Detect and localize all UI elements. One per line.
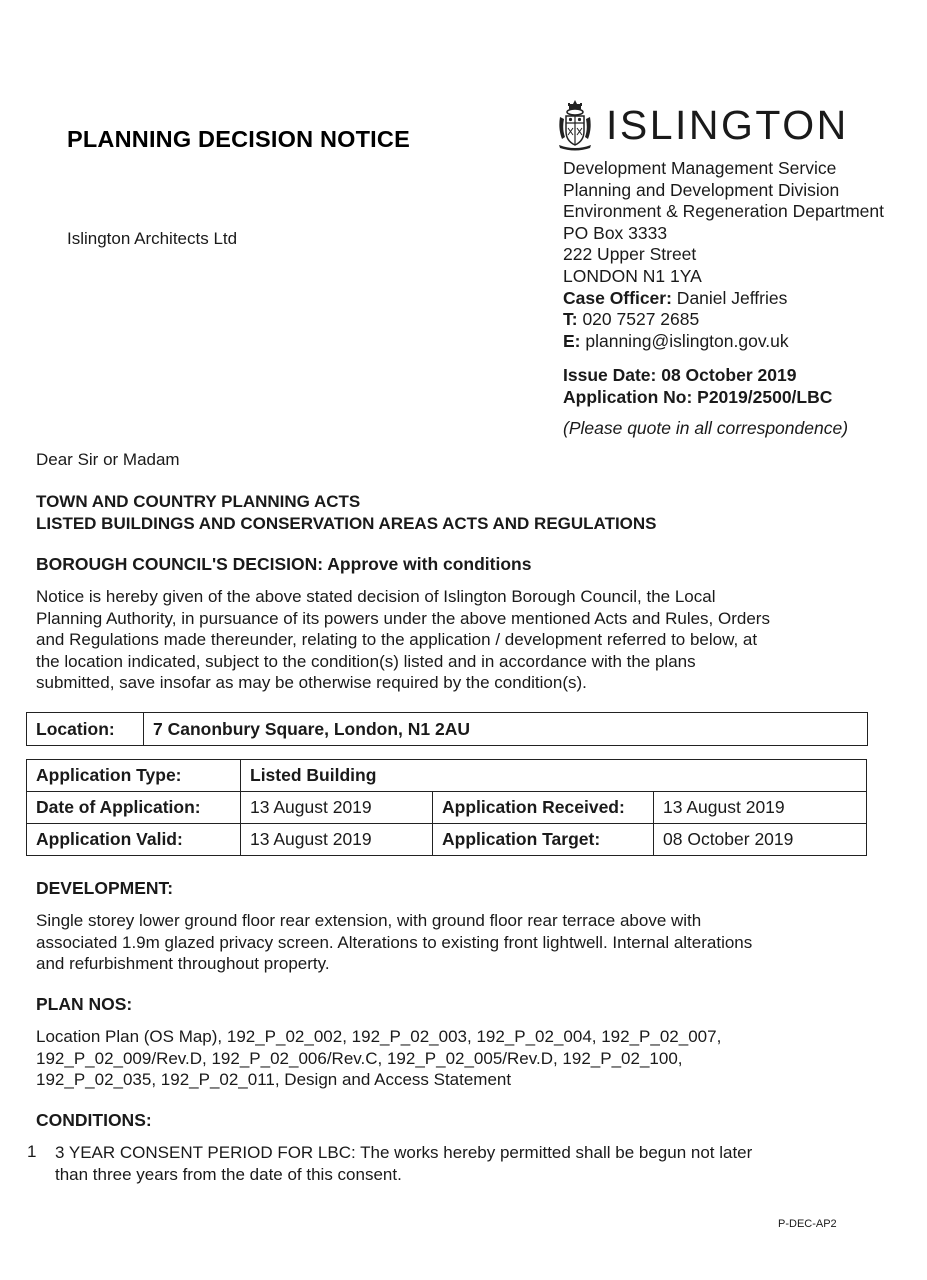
telephone <box>563 309 884 331</box>
plan-line: Location Plan (OS Map), 192_P_02_002, 192_P_02_003, 192_P_02_004, 192_P_02_007, <box>36 1027 722 1046</box>
notice-line: the location indicated, subject to the condition(s) listed and in accordance with the plans <box>36 651 696 671</box>
application-valid-label: Application Valid: <box>27 824 241 856</box>
development-line: and refurbishment throughout property. <box>36 954 330 974</box>
location-value: 7 Canonbury Square, London, N1 2AU <box>144 713 868 746</box>
application-received-value: 13 August 2019 <box>654 792 867 824</box>
application-type-value: Listed Building <box>241 760 867 792</box>
notice-line: Planning Authority, in pursuance of its powers under the above mentioned Acts and Rules, Orders <box>36 608 770 628</box>
notice-paragraph <box>36 586 856 694</box>
council-logo <box>556 99 849 151</box>
condition-line: 3 YEAR CONSENT PERIOD FOR LBC: The works hereby permitted shall be begun not later <box>55 1143 753 1162</box>
application-received-label: Application Received: <box>433 792 654 824</box>
islington-crest-icon <box>556 99 594 151</box>
case-officer-label: Case Officer: <box>563 287 672 308</box>
document-reference: P-DEC-AP2 <box>778 1218 837 1230</box>
council-decision: BOROUGH COUNCIL'S DECISION: Approve with conditions <box>36 554 532 574</box>
council-address-block <box>563 158 884 352</box>
page-title: PLANNING DECISION NOTICE <box>67 126 410 152</box>
date-of-application-value: 13 August 2019 <box>241 792 433 824</box>
application-valid-value: 13 August 2019 <box>241 824 433 856</box>
location-label: Location: <box>27 713 144 746</box>
address-line: 222 Upper Street <box>563 244 697 265</box>
condition-text <box>55 1142 845 1185</box>
case-officer-name: Daniel Jeffries <box>671 287 788 308</box>
application-target-value: 08 October 2019 <box>654 824 867 856</box>
address-line: PO Box 3333 <box>563 222 668 243</box>
conditions-heading: CONDITIONS: <box>36 1110 152 1130</box>
plan-line: 192_P_02_035, 192_P_02_011, Design and Access Statement <box>36 1070 512 1090</box>
condition-line: than three years from the date of this consent. <box>55 1164 402 1184</box>
application-target-label: Application Target: <box>433 824 654 856</box>
addressee: Islington Architects Ltd <box>67 229 238 248</box>
application-details-table <box>26 759 867 856</box>
quote-note: (Please quote in all correspondence) <box>563 418 849 438</box>
email-label: E: <box>563 330 581 351</box>
notice-line: Notice is hereby given of the above stated decision of Islington Borough Council, the Local <box>36 587 716 606</box>
location-table <box>26 712 868 746</box>
acts-heading <box>36 491 657 534</box>
logo-wordmark: ISLINGTON <box>606 101 849 148</box>
plan-line: 192_P_02_009/Rev.D, 192_P_02_006/Rev.C, 192_P_02_005/Rev.D, 192_P_02_100, <box>36 1048 683 1068</box>
condition-number: 1 <box>27 1142 37 1161</box>
acts-line: TOWN AND COUNTRY PLANNING ACTS <box>36 492 361 511</box>
table-row <box>27 792 867 824</box>
telephone-label: T: <box>563 309 578 330</box>
address-line: LONDON N1 1YA <box>563 265 702 286</box>
case-officer <box>563 288 884 310</box>
application-number: Application No: P2019/2500/LBC <box>563 386 833 407</box>
development-line: Single storey lower ground floor rear extension, with ground floor rear terrace above with <box>36 911 702 930</box>
notice-line: and Regulations made thereunder, relating to the application / development referred to below, at <box>36 630 758 650</box>
issue-block <box>563 365 832 408</box>
date-of-application-label: Date of Application: <box>27 792 241 824</box>
greeting: Dear Sir or Madam <box>36 450 180 469</box>
telephone-number: 020 7527 2685 <box>577 309 700 330</box>
table-row <box>27 713 868 746</box>
table-row <box>27 824 867 856</box>
plan-nos-list <box>36 1026 856 1091</box>
address-line: Environment & Regeneration Department <box>563 201 885 222</box>
issue-date: Issue Date: 08 October 2019 <box>563 365 797 385</box>
development-line: associated 1.9m glazed privacy screen. Alterations to existing front lightwell. Internal alterations <box>36 932 753 952</box>
address-line: Development Management Service <box>563 158 837 178</box>
development-description <box>36 910 856 975</box>
email-address: planning@islington.gov.uk <box>580 330 789 351</box>
address-line: Planning and Development Division <box>563 179 840 200</box>
development-heading: DEVELOPMENT: <box>36 878 174 898</box>
table-row <box>27 760 867 792</box>
email <box>563 331 884 353</box>
notice-line: submitted, save insofar as may be otherwise required by the condition(s). <box>36 673 587 693</box>
acts-line: LISTED BUILDINGS AND CONSERVATION AREAS ACTS AND REGULATIONS <box>36 513 657 533</box>
plan-nos-heading: PLAN NOS: <box>36 994 133 1014</box>
application-type-label: Application Type: <box>27 760 241 792</box>
